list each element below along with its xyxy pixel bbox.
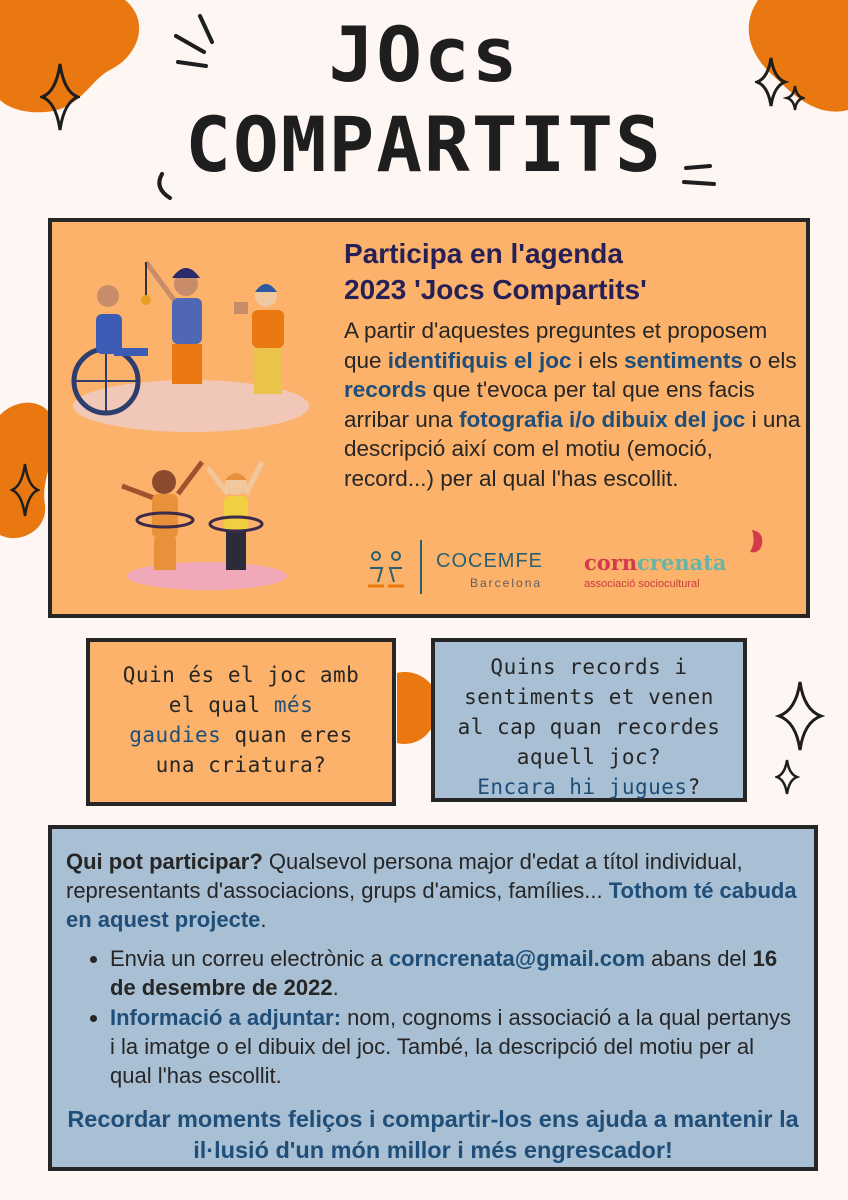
sparkle-icon	[10, 462, 40, 518]
instructions-list	[110, 944, 800, 1090]
children-playing-illustration	[66, 256, 316, 436]
closing-message: Recordar moments feliços i compartir-los ens ajuda a mantenir la il·lusió d'un món millor i més engrescador!	[67, 1106, 799, 1163]
intro-box	[48, 218, 810, 618]
page-title-line1: JOcs	[328, 10, 520, 99]
list-item: • Envia un correu electrònic a corncrenata@gmail.com abans del 16 de desembre de 2022.	[110, 944, 800, 1002]
cocemfe-logo-icon	[364, 546, 408, 590]
email-link[interactable]: corncrenata@gmail.com	[388, 946, 646, 971]
hula-hoop-kids-illustration	[112, 458, 302, 598]
corncrenata-subtitle: associació sociocultural	[584, 578, 700, 590]
question-box-2: Quins records i sentiments et venen al cap quan recordes aquell joc? Encara hi jugues?	[431, 638, 747, 802]
participation-box	[48, 825, 818, 1171]
cocemfe-city: Barcelona	[470, 576, 543, 590]
logo-divider	[420, 540, 422, 594]
bird-logo-icon	[746, 528, 768, 556]
list-item: • Informació a adjuntar: nom, cognoms i associació a la qual pertanys i la imatge o el dibuix del joc. També, la descripció del motiu per al qual l'has escollit.	[110, 1003, 800, 1090]
corncrenata-name: corncrenata	[584, 550, 727, 575]
participation-text: Qui pot participar? Qualsevol persona major d'edat a títol individual, representants d'associacions, grups d'amics, famílies... Tothom té cabuda en aquest projecte.	[66, 849, 797, 932]
partner-logos	[364, 540, 784, 600]
page-title-line2: COMPARTITS	[185, 100, 663, 189]
cocemfe-name: COCEMFE	[436, 550, 543, 572]
intro-heading: Participa en l'agenda 2023 'Jocs Compartits'	[344, 238, 647, 305]
intro-text: A partir d'aquestes preguntes et proposem que identifiquis el joc i els sentiments o els records que t'evoca per tal que ens facis arribar una fotografia i/o dibuix del joc i una descripció així com el motiu (emoció, record...) per al qual l'has escollit.	[344, 318, 801, 491]
question-box-1: Quin és el joc amb el qual més gaudies quan eres una criatura?	[86, 638, 396, 806]
sparkle-icon	[775, 680, 825, 800]
